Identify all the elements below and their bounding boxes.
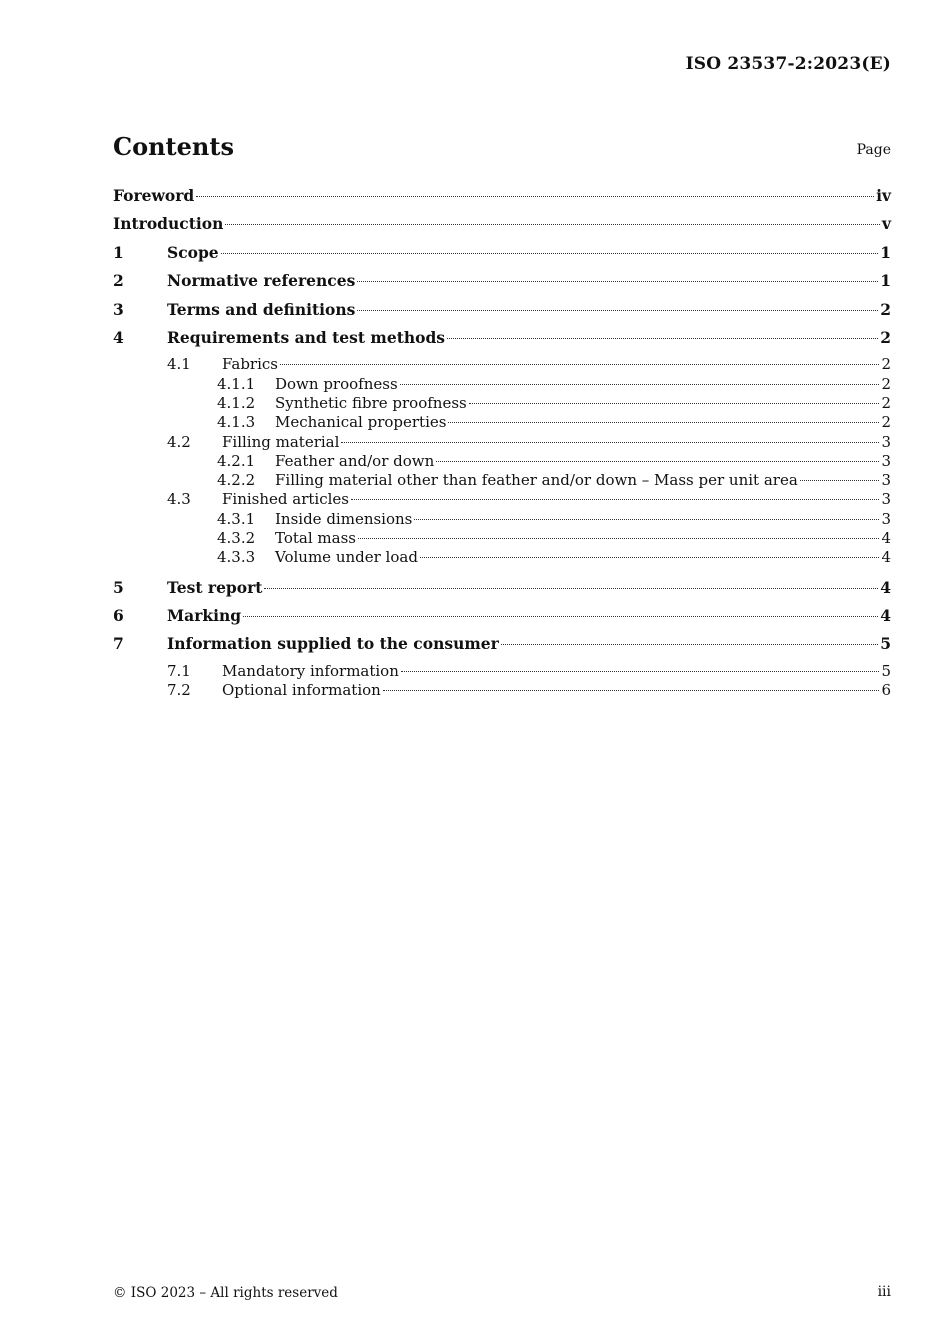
dot-leader [225,224,880,225]
toc-entry-title[interactable]: Down proofness [275,374,398,393]
toc-entry-number: 1 [113,242,124,262]
toc-entry-number: 4.2.1 [217,451,256,470]
toc-entry[interactable] [113,548,891,567]
toc-entry-number: 2 [113,271,124,291]
toc-entry-number: 4.3.1 [217,509,256,528]
toc-entry-number: 7.2 [167,681,191,700]
dot-leader [469,403,880,404]
toc-entry-number: 4.2 [167,432,191,451]
toc-entry-title[interactable]: Introduction [113,214,224,234]
dot-leader [341,442,879,443]
toc-entry[interactable] [113,490,891,509]
toc-entry-number: 4.3.2 [217,529,256,548]
toc-entry-page: 1 [880,271,891,291]
page-column-label: Page [856,142,891,158]
toc-entry-page: 4 [880,606,891,625]
toc-entry-number: 7 [113,634,124,654]
toc-entry[interactable] [113,394,891,413]
toc-entry-title[interactable]: Optional information [222,681,381,700]
toc-entry-number: 3 [113,299,124,319]
toc-entry-title[interactable]: Information supplied to the consumer [167,634,499,654]
toc-entry-title[interactable]: Marking [167,606,242,625]
dot-leader [357,310,878,311]
dot-leader [221,253,879,254]
toc-entry-title[interactable]: Fabrics [222,355,279,374]
dot-leader [436,461,879,462]
toc-entry[interactable] [113,605,891,633]
toc-entry-page: 4 [881,529,891,548]
footer-copyright: © ISO 2023 – All rights reserved [113,1285,338,1301]
dot-leader [420,557,880,558]
contents-heading: Contents [113,132,234,161]
toc-entry[interactable] [113,327,891,355]
toc-entry-title[interactable]: Normative references [167,271,356,291]
document-id: ISO 23537-2:2023(E) [685,54,891,74]
toc-entry-page: 3 [881,432,891,451]
toc-entry-number: 4.3 [167,490,191,509]
toc-entry-number: 7.1 [167,661,191,680]
toc-entry-page: 4 [881,548,891,567]
toc-entry-title[interactable]: Filling material other than feather and/or down – Mass per unit area [275,471,798,490]
toc-entry-number: 4 [113,327,124,347]
toc-entry[interactable] [113,471,891,490]
toc-entry[interactable] [113,413,891,432]
toc-entry[interactable] [113,529,891,548]
toc-entry-number: 4.2.2 [217,471,256,490]
toc-entry-page: 1 [880,242,891,262]
dot-leader [414,519,879,520]
dot-leader [351,499,879,500]
toc-entry-page: 5 [880,634,891,654]
toc-entry-number: 4.3.3 [217,548,256,567]
toc-entry-number: 4.1.3 [217,413,256,432]
table-of-contents [113,185,891,700]
dot-leader [358,538,879,539]
toc-entry-title[interactable]: Terms and definitions [167,299,356,319]
footer-page-number: iii [877,1284,891,1300]
dot-leader [280,364,879,365]
toc-entry-page: 3 [881,451,891,470]
toc-entry[interactable] [113,270,891,298]
dot-leader [243,616,878,617]
toc-entry[interactable] [113,662,891,681]
toc-entry-title[interactable]: Mechanical properties [275,413,447,432]
toc-entry-page: iv [876,186,891,205]
toc-entry-title[interactable]: Foreword [113,186,195,205]
toc-entry[interactable] [113,577,891,605]
dot-leader [196,196,874,197]
toc-entry-page: 2 [881,413,891,432]
toc-entry[interactable] [113,355,891,374]
toc-entry-number: 4.1.1 [217,374,256,393]
toc-entry-title[interactable]: Filling material [222,432,340,451]
toc-entry-title[interactable]: Mandatory information [222,661,399,680]
toc-entry-number: 5 [113,577,124,597]
toc-entry-number: 4.1.2 [217,393,256,412]
toc-entry-title[interactable]: Scope [167,242,219,262]
toc-entry[interactable] [113,185,891,213]
toc-entry-number: 6 [113,606,124,625]
dot-leader [448,422,879,423]
toc-entry[interactable] [113,510,891,529]
dot-leader [400,384,880,385]
toc-entry-title[interactable]: Synthetic fibre proofness [275,393,467,412]
toc-entry-title[interactable]: Inside dimensions [275,509,413,528]
dot-leader [501,644,878,645]
toc-entry-page: 6 [881,681,891,700]
toc-entry-page: 2 [881,355,891,374]
toc-entry[interactable] [113,375,891,394]
toc-entry-page: 2 [880,299,891,319]
toc-entry[interactable] [113,633,891,661]
toc-entry-page: 3 [881,471,891,490]
toc-entry[interactable] [113,452,891,471]
toc-entry[interactable] [113,213,891,241]
toc-entry-title[interactable]: Test report [167,577,263,597]
toc-entry-page: 2 [880,327,891,347]
toc-entry-number: 4.1 [167,355,191,374]
dot-leader [264,588,878,589]
toc-entry[interactable] [113,433,891,452]
toc-entry[interactable] [113,242,891,270]
toc-entry-title[interactable]: Requirements and test methods [167,327,446,347]
dot-leader [401,671,880,672]
toc-entry[interactable] [113,299,891,327]
toc-entry[interactable] [113,681,891,700]
dot-leader [357,281,878,282]
toc-entry-page: v [881,214,891,234]
toc-entry-title[interactable]: Finished articles [222,490,349,509]
toc-entry-page: 3 [881,490,891,509]
toc-entry-page: 2 [881,393,891,412]
toc-entry-title[interactable]: Feather and/or down [275,451,435,470]
dot-leader [383,690,880,691]
toc-entry-page: 2 [881,374,891,393]
dot-leader [800,480,880,481]
toc-entry-page: 3 [881,509,891,528]
toc-entry-title[interactable]: Total mass [275,529,356,548]
toc-entry-title[interactable]: Volume under load [275,548,418,567]
dot-leader [447,338,878,339]
toc-entry-page: 4 [880,577,891,597]
toc-entry-page: 5 [881,661,891,680]
